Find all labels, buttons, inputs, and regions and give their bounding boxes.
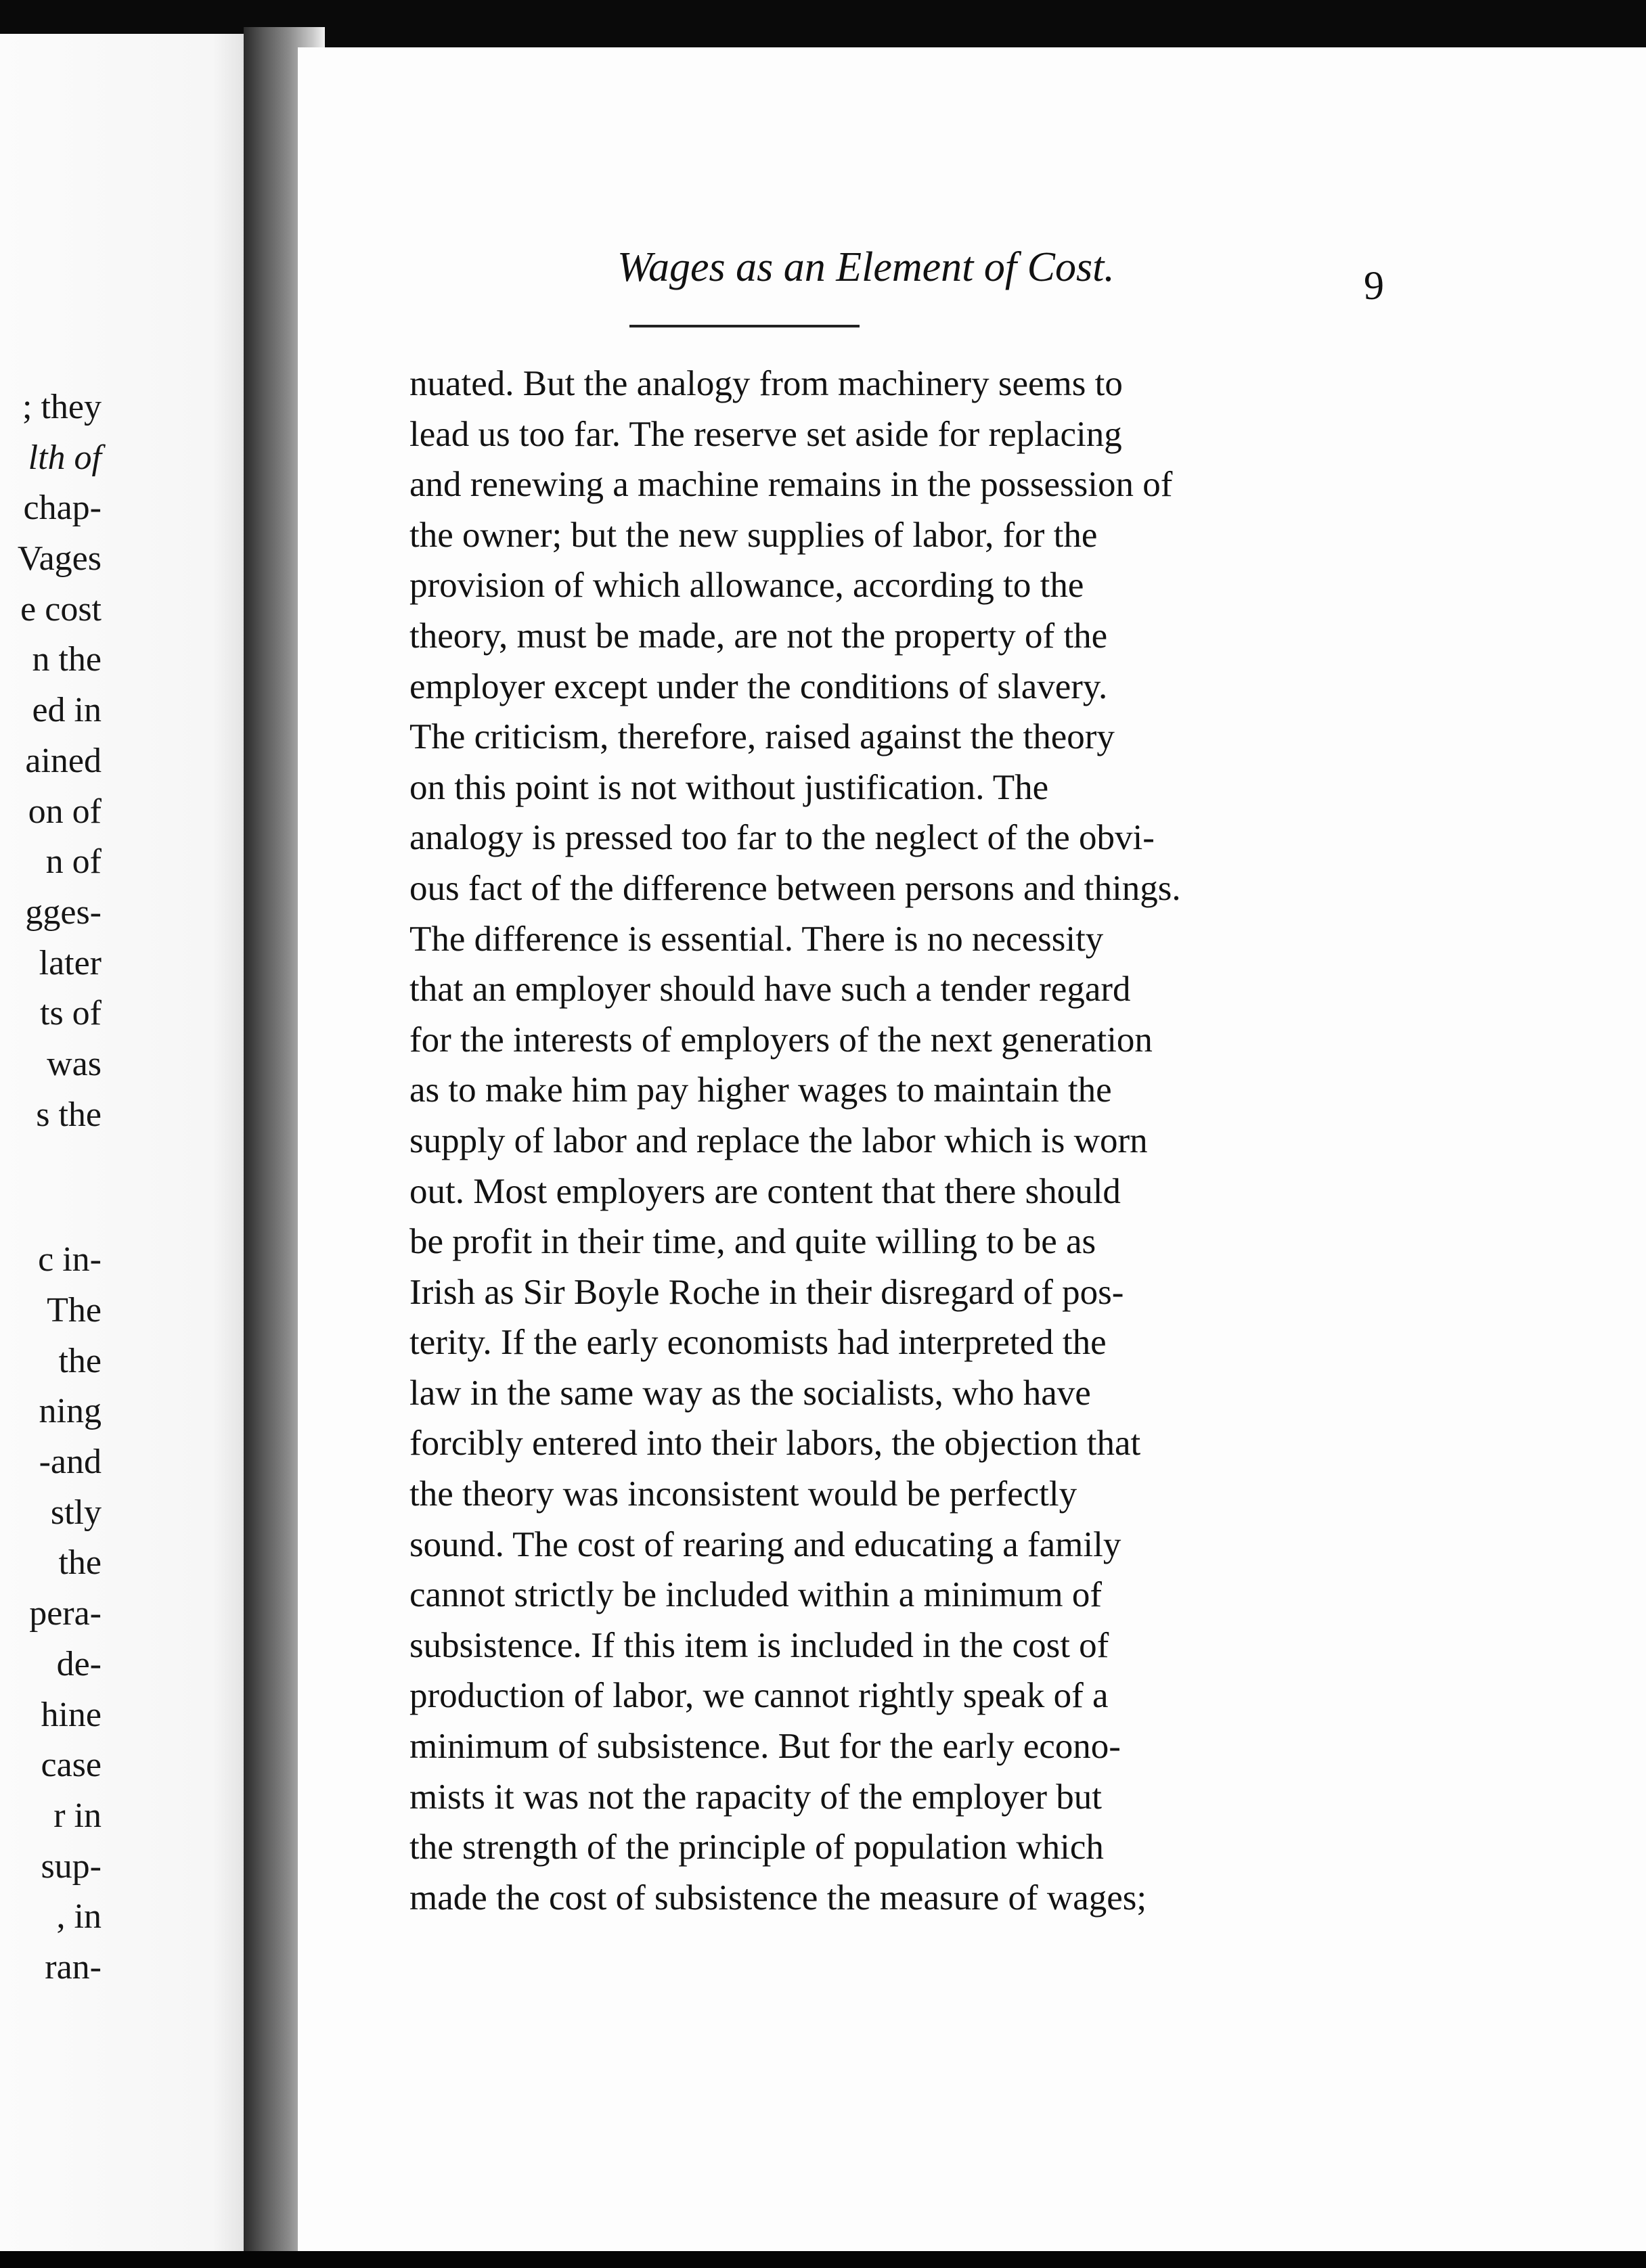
- right-page: [298, 47, 1646, 2254]
- body-line: terity. If the early economists had interpreted the: [409, 1323, 1107, 1363]
- left-page-line: r in: [53, 1796, 102, 1835]
- left-page-text: [18, 382, 102, 1993]
- body-line: The criticism, therefore, raised against the theory: [409, 717, 1115, 757]
- left-page-line: was: [47, 1044, 102, 1083]
- left-page-line: stly: [50, 1493, 102, 1532]
- body-line: analogy is pressed too far to the neglect of the obvi-: [409, 818, 1155, 858]
- left-page-line: sup-: [41, 1846, 102, 1886]
- left-page-line: n of: [45, 842, 102, 882]
- left-page-line: chap-: [23, 489, 102, 528]
- body-line: sound. The cost of rearing and educating a family: [409, 1524, 1121, 1564]
- left-page-line: The: [47, 1291, 102, 1330]
- body-line: employer except under the conditions of slavery.: [409, 666, 1108, 706]
- left-page-line: the: [58, 1543, 102, 1583]
- left-page-line: lth of: [28, 438, 102, 477]
- body-line: forcibly entered into their labors, the objection that: [409, 1424, 1141, 1464]
- left-page-line: Vages: [17, 539, 102, 579]
- body-line: Irish as Sir Boyle Roche in their disregard of pos-: [409, 1272, 1124, 1312]
- left-page-line: ran-: [45, 1947, 102, 1987]
- body-line: the strength of the principle of population which: [409, 1828, 1104, 1867]
- left-page-line: hine: [41, 1695, 102, 1734]
- body-line: The difference is essential. There is no necessity: [409, 919, 1104, 959]
- left-page-line: ; they: [22, 388, 102, 426]
- left-page-line: on of: [28, 792, 102, 831]
- body-line: made the cost of subsistence the measure of wages;: [409, 1878, 1147, 1918]
- body-line: that an employer should have such a tender regard: [409, 970, 1131, 1010]
- left-page: [0, 34, 250, 2267]
- header-rule: [629, 325, 860, 327]
- body-line: nuated. But the analogy from machinery seems to: [409, 364, 1123, 403]
- left-page-line: de-: [56, 1644, 102, 1683]
- body-line: be profit in their time, and quite willing to be as: [409, 1222, 1096, 1262]
- left-page-line: the: [58, 1341, 102, 1380]
- body-line: for the interests of employers of the next generation: [409, 1020, 1153, 1060]
- left-page-line: ained: [25, 741, 102, 780]
- body-text: [409, 359, 1646, 1923]
- body-line: and renewing a machine remains in the possession of: [409, 465, 1173, 505]
- body-line: cannot strictly be included within a minimum of: [409, 1575, 1102, 1615]
- left-page-line: gges-: [25, 892, 102, 932]
- body-line: production of labor, we cannot rightly speak of a: [409, 1676, 1109, 1716]
- left-page-paragraph-gap: [18, 1140, 102, 1235]
- left-page-line: pera-: [29, 1594, 102, 1633]
- body-line: on this point is not without justification. The: [409, 767, 1049, 807]
- body-line: theory, must be made, are not the property of the: [409, 616, 1108, 656]
- body-line: subsistence. If this item is included in the cost of: [409, 1625, 1109, 1665]
- left-page-line: ning: [39, 1392, 102, 1431]
- left-page-line: ed in: [32, 691, 102, 730]
- left-page-line: e cost: [20, 589, 102, 629]
- body-line: out. Most employers are content that there should: [409, 1171, 1121, 1211]
- left-page-line: -and: [39, 1443, 102, 1482]
- body-line: the theory was inconsistent would be perfectly: [409, 1474, 1077, 1514]
- left-page-line: c in-: [38, 1240, 102, 1279]
- body-line: supply of labor and replace the labor which is worn: [409, 1120, 1148, 1160]
- body-line: the owner; but the new supplies of labor, for the: [409, 515, 1098, 555]
- body-line: ous fact of the difference between persons and things.: [409, 868, 1181, 908]
- body-line: law in the same way as the socialists, who have: [409, 1373, 1091, 1413]
- body-line: minimum of subsistence. But for the early econo-: [409, 1727, 1121, 1767]
- left-page-line: case: [41, 1746, 102, 1785]
- body-line: provision of which allowance, according to the: [409, 566, 1084, 606]
- page-number: 9: [1364, 263, 1384, 308]
- body-line: as to make him pay higher wages to maintain the: [409, 1070, 1112, 1110]
- body-line: mists it was not the rapacity of the employer but: [409, 1777, 1102, 1817]
- left-page-line: , in: [56, 1897, 102, 1936]
- running-head-title: Wages as an Element of Cost.: [617, 244, 1115, 290]
- body-line: lead us too far. The reserve set aside for replacing: [409, 414, 1122, 454]
- left-page-line: n the: [32, 640, 102, 679]
- scan-frame-edge: [0, 2251, 1646, 2268]
- left-page-line: ts of: [40, 994, 102, 1033]
- left-page-line: later: [39, 943, 102, 982]
- left-page-line: s the: [36, 1095, 102, 1134]
